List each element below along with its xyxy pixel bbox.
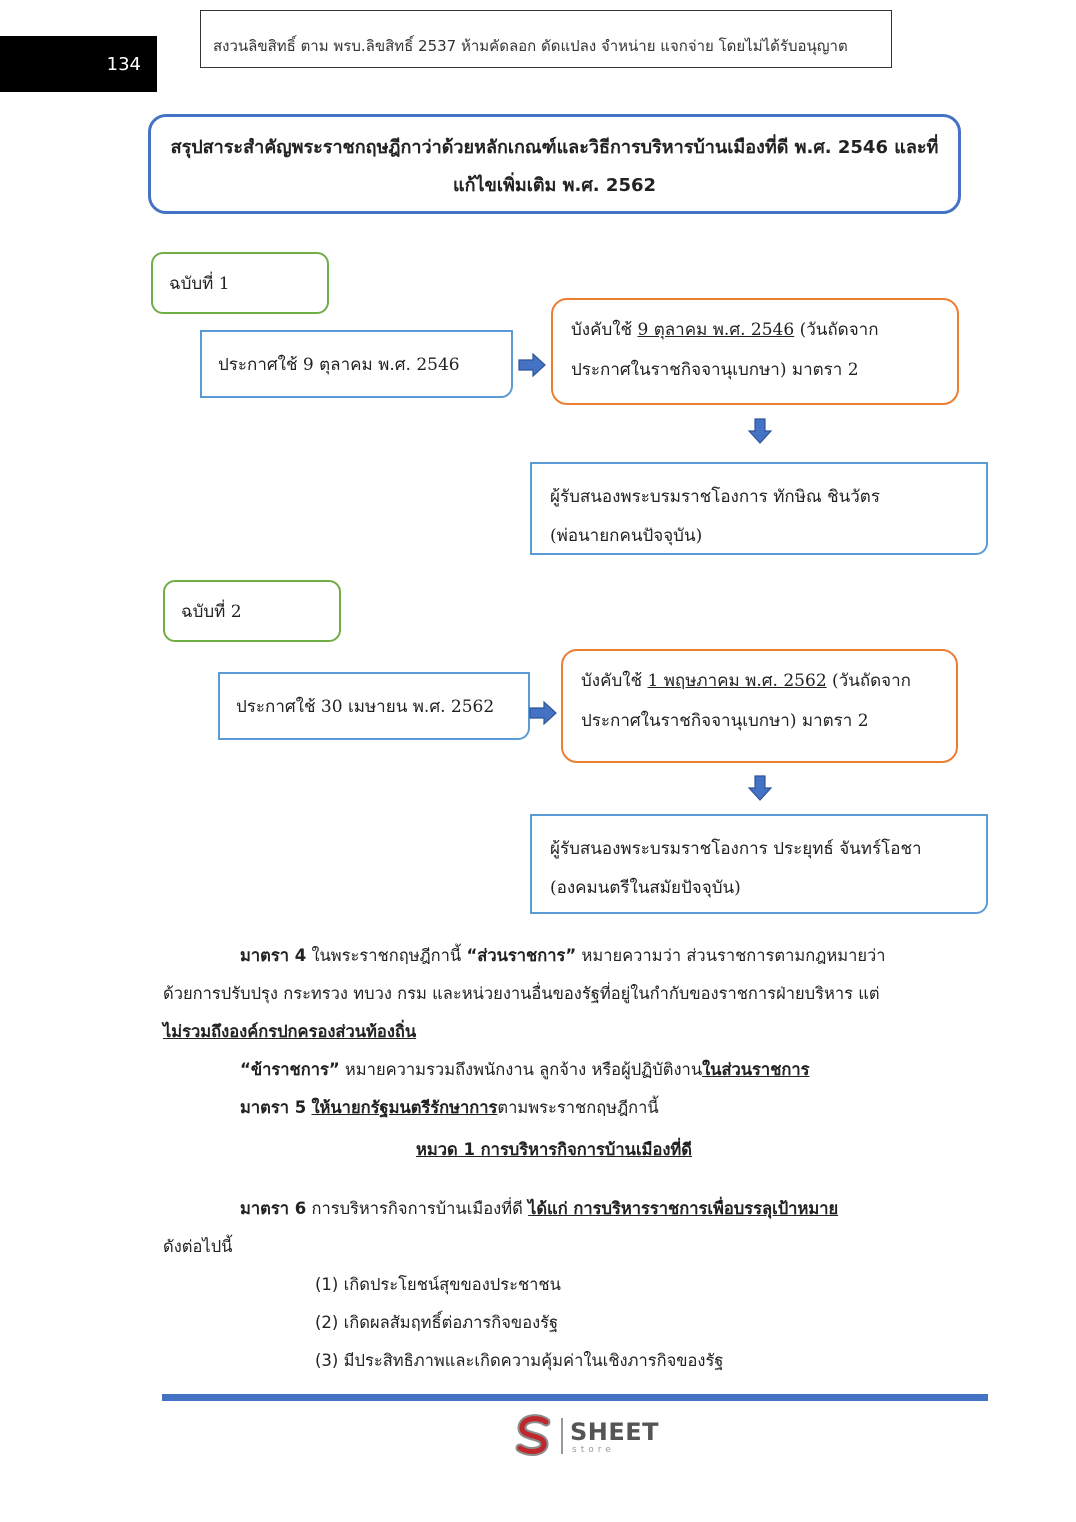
edition-2-announce-text: ประกาศใช้ 30 เมษายน พ.ศ. 2562 bbox=[236, 696, 495, 717]
official-text: หมายความรวมถึงพนักงาน ลูกจ้าง หรือผู้ปฏิบัติงาน bbox=[339, 1060, 703, 1079]
logo-subtext: store bbox=[572, 1445, 615, 1455]
copyright-notice: สงวนลิขสิทธิ์ ตาม พรบ.ลิขสิทธิ์ 2537 ห้ามคัดลอก ดัดแปลง จำหน่าย แจกจ่าย โดยไม่ได้รับอนุญาต bbox=[200, 10, 892, 68]
edition-1-effective-box bbox=[551, 298, 959, 405]
section-6-label: มาตรา 6 bbox=[240, 1199, 307, 1218]
section-6-text: การบริหารกิจการบ้านเมืองที่ดี bbox=[306, 1199, 529, 1218]
edition-2-effective-prefix: บังคับใช้ bbox=[581, 671, 648, 691]
edition-1-announce-box bbox=[200, 330, 513, 398]
footer-divider bbox=[162, 1394, 988, 1401]
section-5-label: มาตรา 5 bbox=[240, 1098, 307, 1117]
section-5-underline: ให้นายกรัฐมนตรีรักษาการ bbox=[311, 1098, 498, 1117]
section-4-line-3: ไม่รวมถึงองค์กรปกครองส่วนท้องถิ่น bbox=[163, 1022, 417, 1041]
page-number: 134 bbox=[0, 36, 157, 92]
section-4-label: มาตรา 4 bbox=[240, 946, 307, 965]
section-4-term: “ส่วนราชการ” bbox=[466, 946, 577, 965]
edition-1-responsible-line1: ผู้รับสนองพระบรมราชโองการ ทักษิณ ชินวัตร bbox=[550, 487, 880, 507]
section-6-line-2: ดังต่อไปนี้ bbox=[163, 1237, 233, 1256]
edition-2-label-text: ฉบับที่ 2 bbox=[181, 601, 242, 622]
edition-2-responsible-line1: ผู้รับสนองพระบรมราชโองการ ประยุทธ์ จันทร์โอชา bbox=[550, 839, 922, 859]
edition-1-effective-suffix: (วันถัดจาก bbox=[794, 320, 879, 340]
edition-1-announce-text: ประกาศใช้ 9 ตุลาคม พ.ศ. 2546 bbox=[218, 354, 460, 375]
down-arrow-icon bbox=[748, 417, 772, 445]
section-4-paragraph bbox=[240, 943, 886, 969]
down-arrow-icon bbox=[748, 774, 772, 802]
section-6-underline: ได้แก่ การบริหารราชการเพื่อบรรลุเป้าหมาย bbox=[528, 1199, 839, 1218]
edition-2-responsible-line2: (องคมนตรีในสมัยปัจจุบัน) bbox=[550, 878, 741, 898]
edition-2-effective-date: 1 พฤษภาคม พ.ศ. 2562 bbox=[647, 671, 827, 691]
edition-1-label-text: ฉบับที่ 1 bbox=[169, 273, 230, 294]
edition-2-effective-suffix: (วันถัดจาก bbox=[826, 671, 911, 691]
logo-divider bbox=[561, 1418, 563, 1454]
edition-1-responsible-box bbox=[530, 462, 988, 555]
edition-2-effective-box bbox=[561, 649, 958, 763]
section-4-text-2: หมายความว่า ส่วนราชการตามกฎหมายว่า bbox=[576, 946, 886, 965]
edition-1-effective-prefix: บังคับใช้ bbox=[571, 320, 638, 340]
right-arrow-icon bbox=[517, 353, 547, 377]
edition-2-label bbox=[163, 580, 341, 642]
list-item: (3) มีประสิทธิภาพและเกิดความคุ้มค่าในเชิงภารกิจของรัฐ bbox=[315, 1351, 724, 1370]
edition-1-effective-line2: ประกาศในราชกิจจานุเบกษา) มาตรา 2 bbox=[571, 360, 859, 380]
logo-text: SHEET bbox=[570, 1418, 660, 1446]
list-item: (1) เกิดประโยชน์สุขของประชาชน bbox=[315, 1275, 561, 1294]
title-line-2: แก้ไขเพิ่มเติม พ.ศ. 2562 bbox=[452, 175, 657, 196]
official-term: “ข้าราชการ” bbox=[240, 1060, 340, 1079]
section-4-text-1: ในพระราชกฤษฎีกานี้ bbox=[306, 946, 467, 965]
official-definition bbox=[240, 1057, 810, 1083]
section-6-paragraph bbox=[240, 1196, 838, 1222]
title-line-1: สรุปสาระสำคัญพระราชกฤษฎีกาว่าด้วยหลักเกณฑ์และวิธีการบริหารบ้านเมืองที่ดี พ.ศ. 2546 และที่ bbox=[170, 137, 939, 158]
edition-2-announce-box bbox=[218, 672, 530, 740]
edition-1-effective-date: 9 ตุลาคม พ.ศ. 2546 bbox=[637, 320, 795, 340]
edition-2-responsible-box bbox=[530, 814, 988, 914]
section-5-text: ตามพระราชกฤษฎีกานี้ bbox=[497, 1098, 659, 1117]
page-title bbox=[148, 114, 961, 214]
chapter-heading: หมวด 1 การบริหารกิจการบ้านเมืองที่ดี bbox=[415, 1140, 693, 1159]
official-underline: ในส่วนราชการ bbox=[702, 1060, 810, 1079]
edition-2-effective-line2: ประกาศในราชกิจจานุเบกษา) มาตรา 2 bbox=[581, 711, 869, 731]
edition-1-responsible-line2: (พ่อนายกคนปัจจุบัน) bbox=[550, 526, 703, 546]
edition-1-label bbox=[151, 252, 329, 314]
section-4-line-2: ด้วยการปรับปรุง กระทรวง ทบวง กรม และหน่วยงานอื่นของรัฐที่อยู่ในกำกับของราชการฝ่ายบริหาร แต่ bbox=[163, 984, 880, 1003]
section-5-paragraph bbox=[240, 1095, 659, 1121]
sheet-store-logo-icon bbox=[512, 1414, 556, 1458]
list-item: (2) เกิดผลสัมฤทธิ์ต่อภารกิจของรัฐ bbox=[315, 1313, 559, 1332]
right-arrow-icon bbox=[528, 701, 558, 725]
